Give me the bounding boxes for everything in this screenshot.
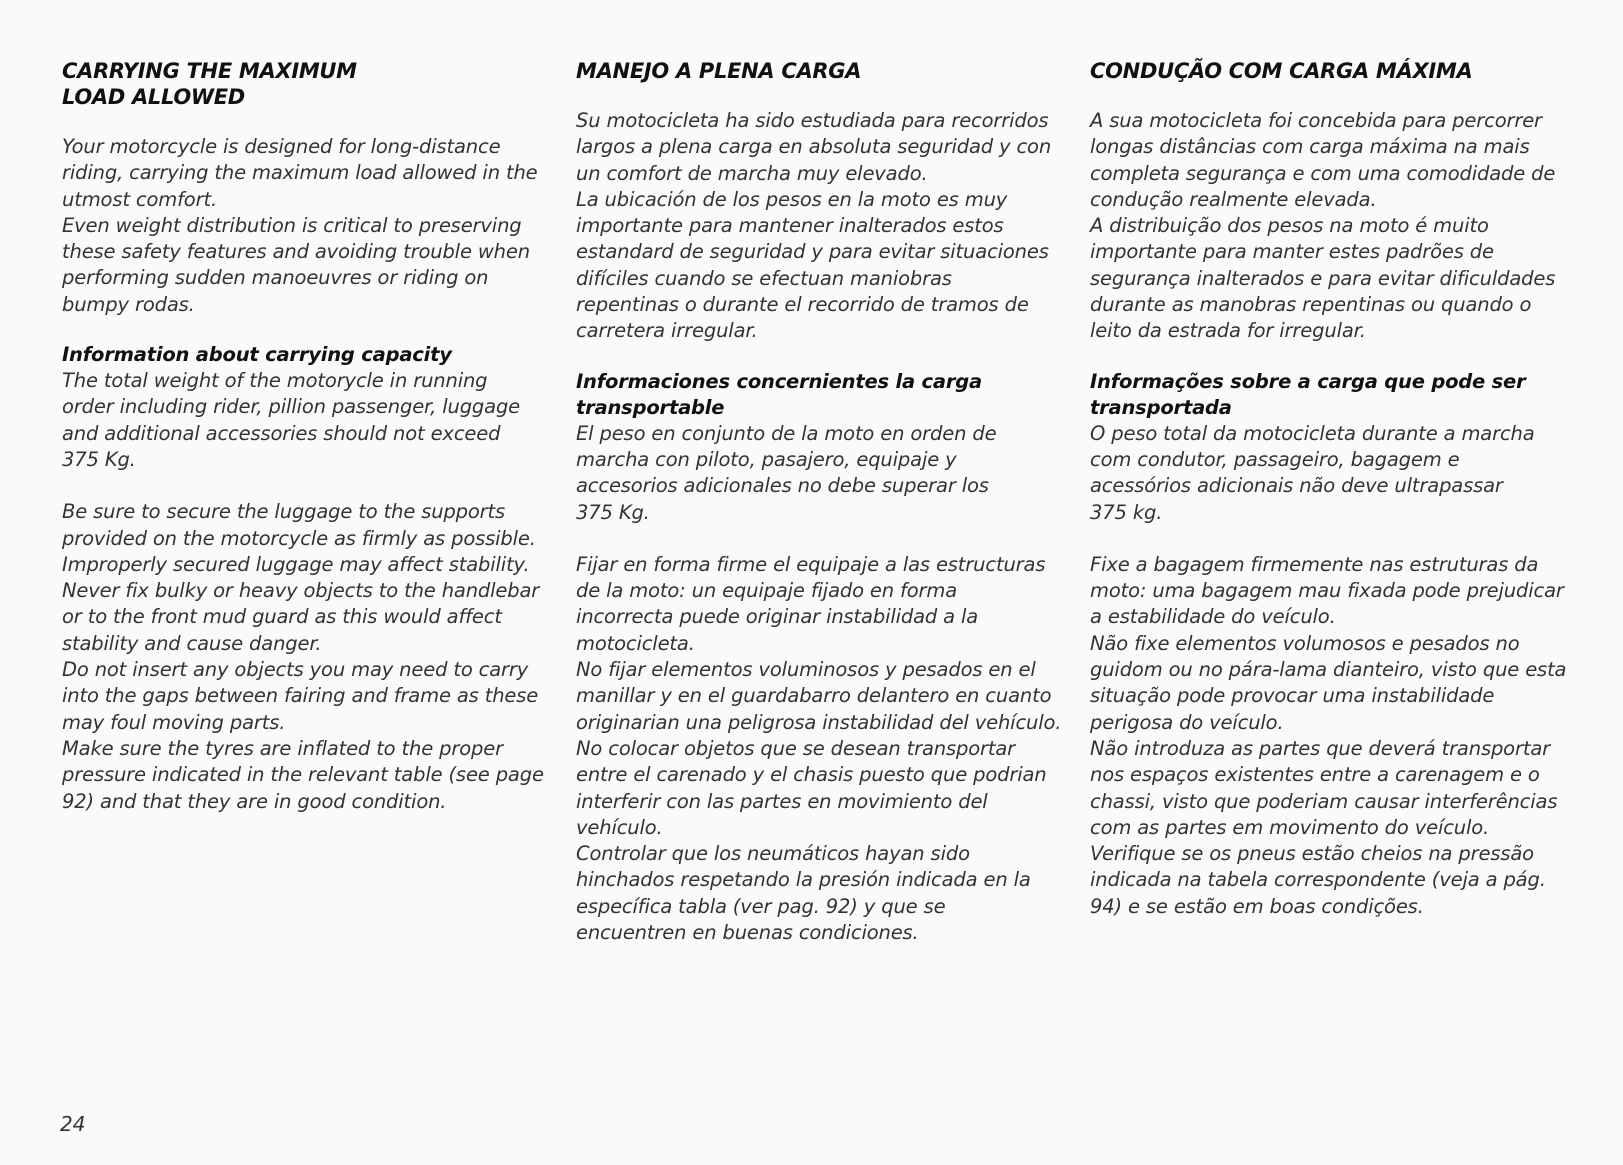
spanish-capacity-paragraph: El peso en conjunto de la moto en orden de marcha con piloto, pasajero, equipaje y accesorios adicionales no debe superar los 375 Kg. [576,421,997,524]
portuguese-capacity-subtitle: Informações sobre a carga que pode ser transportada [1090,369,1526,419]
english-intro-paragraph: Your motorcycle is designed for long-distance riding, carrying the maximum load allowed in the utmost comfort. Even weight distribution is critical to preserving these safety features and avoiding trouble when performing sudden manoeuvres or riding on bumpy rodas. [62,135,538,316]
english-capacity-subtitle: Information about carrying capacity [62,343,452,367]
english-title: CARRYING THE MAXIMUM LOAD ALLOWED [62,59,357,109]
spanish-capacity-subtitle: Informaciones concernientes la carga transportable [576,369,982,419]
portuguese-intro-paragraph: A sua motocicleta foi concebida para percorrer longas distâncias com carga máxima na mais completa segurança e com uma comodidade de condução realmente elevada. A distribuição dos pesos na moto é muito importante para manter estes padrões de segurança inalterados e para evitar dificuldades durante as manobras repentinas ou quando o leito da estrada for irregular. [1090,109,1556,343]
portuguese-title: CONDUÇÃO COM CARGA MÁXIMA [1090,59,1473,83]
spanish-intro-paragraph: Su motocicleta ha sido estudiada para recorridos largos a plena carga en absoluta seguridad y con un comfort de marcha muy elevado. La ubicación de los pesos en la moto es muy importante para mantener inalterados estos estandard de seguridad y para evitar situaciones difíciles cuando se efectuan maniobras repentinas o durante el recorrido de tramos de carretera irregular. [576,109,1052,343]
spanish-luggage-paragraph: Fijar en forma firme el equipaje a las estructuras de la moto: un equipaje fijado en forma incorrecta puede originar instabilidad a la motocicleta. No fijar elementos voluminosos y pesados en el manillar y en el guardabarro delantero en cuanto originarian una peligrosa instabilidad del vehículo. No colocar objetos que se desean transportar entre el carenado y el chasis puesto que podrian interferir con las partes en movimiento del vehículo. Controlar que los neumáticos hayan sido hinchados respetando la presión indicada en la específica tabla (ver pag. 92) y que se encuentren en buenas condiciones. [576,552,1062,945]
spanish-title: MANEJO A PLENA CARGA [576,59,862,83]
page-number: 24 [60,1112,86,1136]
portuguese-luggage-paragraph: Fixe a bagagem firmemente nas estruturas da moto: uma bagagem mau fixada pode prejudicar a estabilidade do veículo. Não fixe elementos volumosos e pesados no guidom ou no pára-lama dianteiro, visto que esta situação pode provocar uma instabilidade perigosa do veículo. Não introduza as partes que deverá transportar nos espaços existentes entre a carenagem e o chassi, visto que poderiam causar interferências com as partes em movimento do veículo. Verifique se os pneus estão cheios na pressão indicada na tabela correspondente (veja a pág. 94) e se estão em boas condições. [1090,552,1567,918]
english-luggage-paragraph: Be sure to secure the luggage to the supports provided on the motorcycle as firmly as possible. Improperly secured luggage may affect stability. Never fix bulky or heavy objects to the handlebar or to the front mud guard as this would affect stability and cause danger. Do not insert any objects you may need to carry into the gaps between fairing and frame as these may foul moving parts. Make sure the tyres are inflated to the proper pressure indicated in the relevant table (see page 92) and that they are in good condition. [62,500,544,813]
spanish-column [576,58,1076,946]
portuguese-column [1090,58,1590,920]
english-column [62,58,552,815]
portuguese-capacity-paragraph: O peso total da motocicleta durante a marcha com condutor, passageiro, bagagem e acessórios adicionais não deve ultrapassar 375 kg. [1090,421,1535,524]
english-capacity-paragraph: The total weight of the motorycle in running order including rider, pillion passenger, luggage and additional accessories should not exceed 375 Kg. [62,369,521,471]
